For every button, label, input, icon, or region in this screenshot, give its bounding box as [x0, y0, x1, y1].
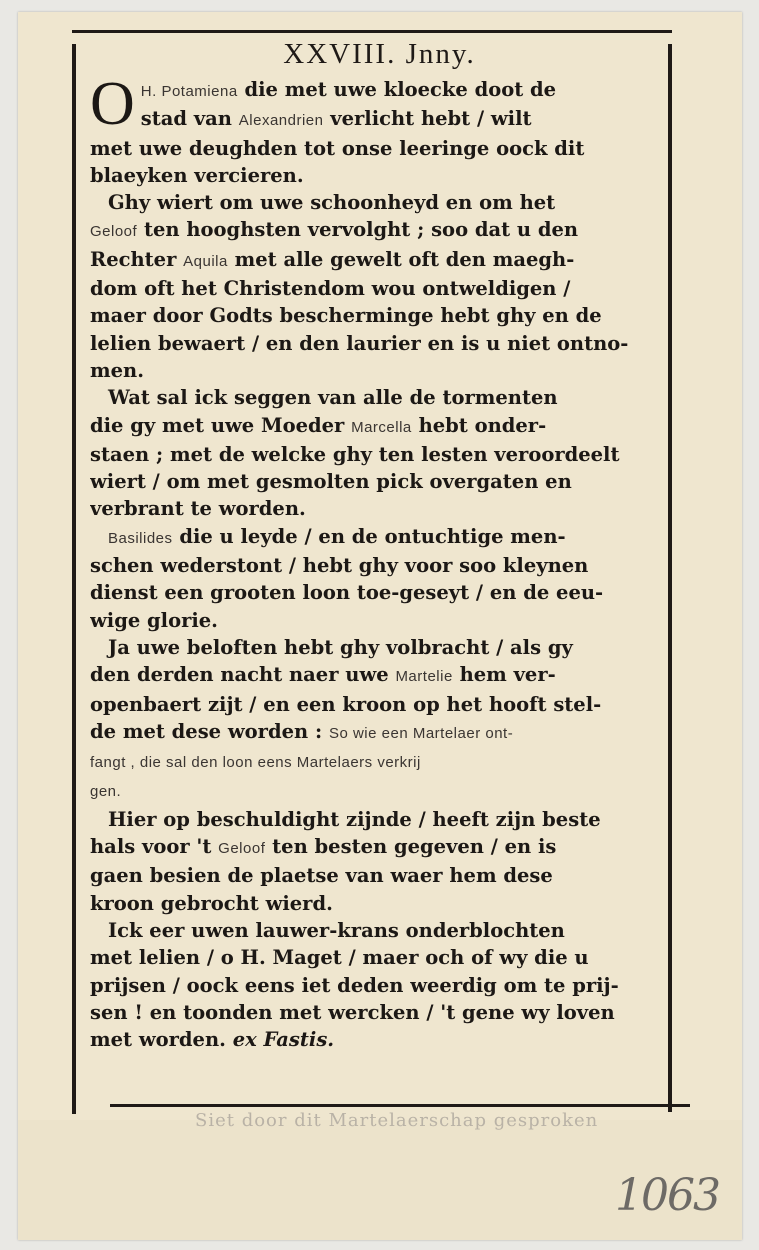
text-line — [90, 944, 690, 971]
line-text: openbaert zijt / en een kroon op het hooft stel- — [90, 692, 602, 716]
line-text: Ghy wiert om uwe schoonheyd en om het — [108, 191, 556, 215]
text-line — [90, 302, 690, 329]
line-text: verlicht hebt / wilt — [323, 107, 532, 131]
name-text: So wie een Martelaer ont- — [328, 724, 514, 742]
line-text: de met dese worden : — [90, 719, 329, 743]
text-line — [90, 552, 690, 579]
text-line — [90, 468, 690, 495]
line-text: gaen besien de plaetse van waer hem dese — [90, 864, 553, 888]
line-text: met alle gewelt oft den maegh- — [227, 247, 575, 271]
text-line — [90, 412, 690, 441]
line-text: wige glorie. — [90, 608, 218, 632]
text-line — [90, 246, 690, 275]
text-line — [90, 718, 690, 747]
line-text: Wat sal ick seggen van alle de tormenten — [108, 386, 558, 410]
line-text: die gy met uwe Moeder — [90, 413, 352, 437]
text-line — [90, 495, 690, 522]
name-text: gen. — [90, 783, 122, 801]
text-line — [90, 862, 690, 889]
line-text: die met uwe kloecke doot de — [237, 78, 557, 101]
name-text: H. Potamiena — [140, 83, 238, 100]
line-text: kroon gebrocht wierd. — [90, 891, 333, 915]
text-line — [90, 357, 690, 384]
bleed-through-text: Siet door dit Martelaerschap gesproken — [195, 1110, 599, 1131]
paragraph — [90, 806, 690, 917]
line-text: verbrant te worden. — [90, 497, 306, 521]
text-line — [90, 634, 690, 661]
line-text: prijsen / oock eens iet deden weerdig om te prij- — [90, 973, 619, 997]
name-text: Aquila — [183, 252, 228, 270]
line-text: hem ver- — [452, 663, 556, 687]
name-text: Marcella — [351, 418, 412, 436]
paragraph — [90, 70, 690, 189]
line-text: stad van — [140, 107, 239, 131]
paragraph — [90, 523, 690, 634]
paragraph — [90, 917, 690, 1053]
line-text: maer door Godts bescherminge hebt ghy en de — [90, 304, 602, 328]
body-text — [90, 70, 690, 1053]
text-line — [90, 523, 690, 552]
text-line — [90, 135, 690, 162]
text-line — [90, 776, 690, 805]
paragraph — [90, 189, 690, 384]
paragraph — [90, 634, 690, 806]
top-rule — [72, 30, 672, 33]
line-text: blaeyken vercieren. — [90, 163, 304, 187]
text-line — [90, 917, 690, 944]
paragraph — [90, 384, 690, 522]
text-line — [90, 890, 690, 917]
line-text: ten besten gegeven / en is — [265, 835, 557, 859]
line-text: met worden. — [90, 1028, 233, 1052]
text-line — [90, 275, 690, 302]
text-line — [90, 607, 690, 634]
text-line — [90, 833, 690, 862]
source-text: ex Fastis. — [232, 1028, 335, 1052]
text-line — [90, 441, 690, 468]
line-text: met uwe deughden tot onse leeringe oock dit — [90, 136, 585, 160]
name-text: Martelie — [395, 668, 453, 686]
line-text: hebt onder- — [411, 413, 547, 437]
text-line — [90, 999, 690, 1026]
text-line — [90, 162, 690, 189]
text-line — [90, 330, 690, 357]
text-line — [90, 189, 690, 216]
line-text: lelien bewaert / en den laurier en is u niet ontno- — [90, 331, 629, 355]
line-text: met lelien / o H. Maget / maer och of wy die u — [90, 946, 589, 970]
bottom-rule — [110, 1104, 690, 1107]
text-line — [141, 76, 690, 105]
line-text: Ick eer uwen lauwer-krans onderblochten — [108, 918, 565, 942]
handwritten-number: 1063 — [615, 1170, 719, 1221]
line-text: wiert / om met gesmolten pick overgaten en — [90, 470, 572, 494]
text-line — [90, 747, 690, 776]
name-text: Geloof — [90, 223, 138, 241]
text-line — [90, 216, 690, 245]
page-title: XXVIII. Jnny. — [283, 38, 476, 70]
text-line — [90, 691, 690, 718]
name-text: fangt , die sal den loon eens Martelaers verkrij — [90, 754, 421, 772]
line-text: dom oft het Christendom wou ontweldigen / — [90, 277, 571, 301]
text-line — [141, 105, 690, 134]
name-text: Alexandrien — [238, 112, 324, 130]
line-text: hals voor 't — [90, 835, 219, 859]
line-text: Hier op beschuldight zijnde / heeft zijn beste — [108, 807, 601, 831]
line-text: Rechter — [90, 247, 184, 271]
name-text: Basilides — [108, 529, 173, 547]
left-rule — [72, 44, 76, 1114]
line-text: ten hooghsten vervolght ; soo dat u den — [137, 218, 579, 242]
name-text: Geloof — [218, 840, 266, 858]
text-line — [90, 384, 690, 411]
drop-cap: O — [90, 70, 135, 138]
text-line — [90, 661, 690, 690]
line-text: dienst een grooten loon toe-geseyt / en de eeu- — [90, 581, 604, 605]
line-text: schen wederstont / hebt ghy voor soo kleynen — [90, 554, 589, 578]
line-text: Ja uwe beloften hebt ghy volbracht / als gy — [108, 635, 573, 659]
line-text: sen ! en toonden met wercken / 't gene wy loven — [90, 1000, 615, 1024]
text-line — [90, 1026, 690, 1053]
text-line — [90, 579, 690, 606]
line-text: die u leyde / en de ontuchtige men- — [172, 524, 566, 548]
line-text: men. — [90, 358, 145, 382]
text-line — [90, 806, 690, 833]
line-text: staen ; met de welcke ghy ten lesten veroordeelt — [90, 442, 620, 466]
line-text: den derden nacht naer uwe — [90, 663, 396, 687]
text-line — [90, 972, 690, 999]
